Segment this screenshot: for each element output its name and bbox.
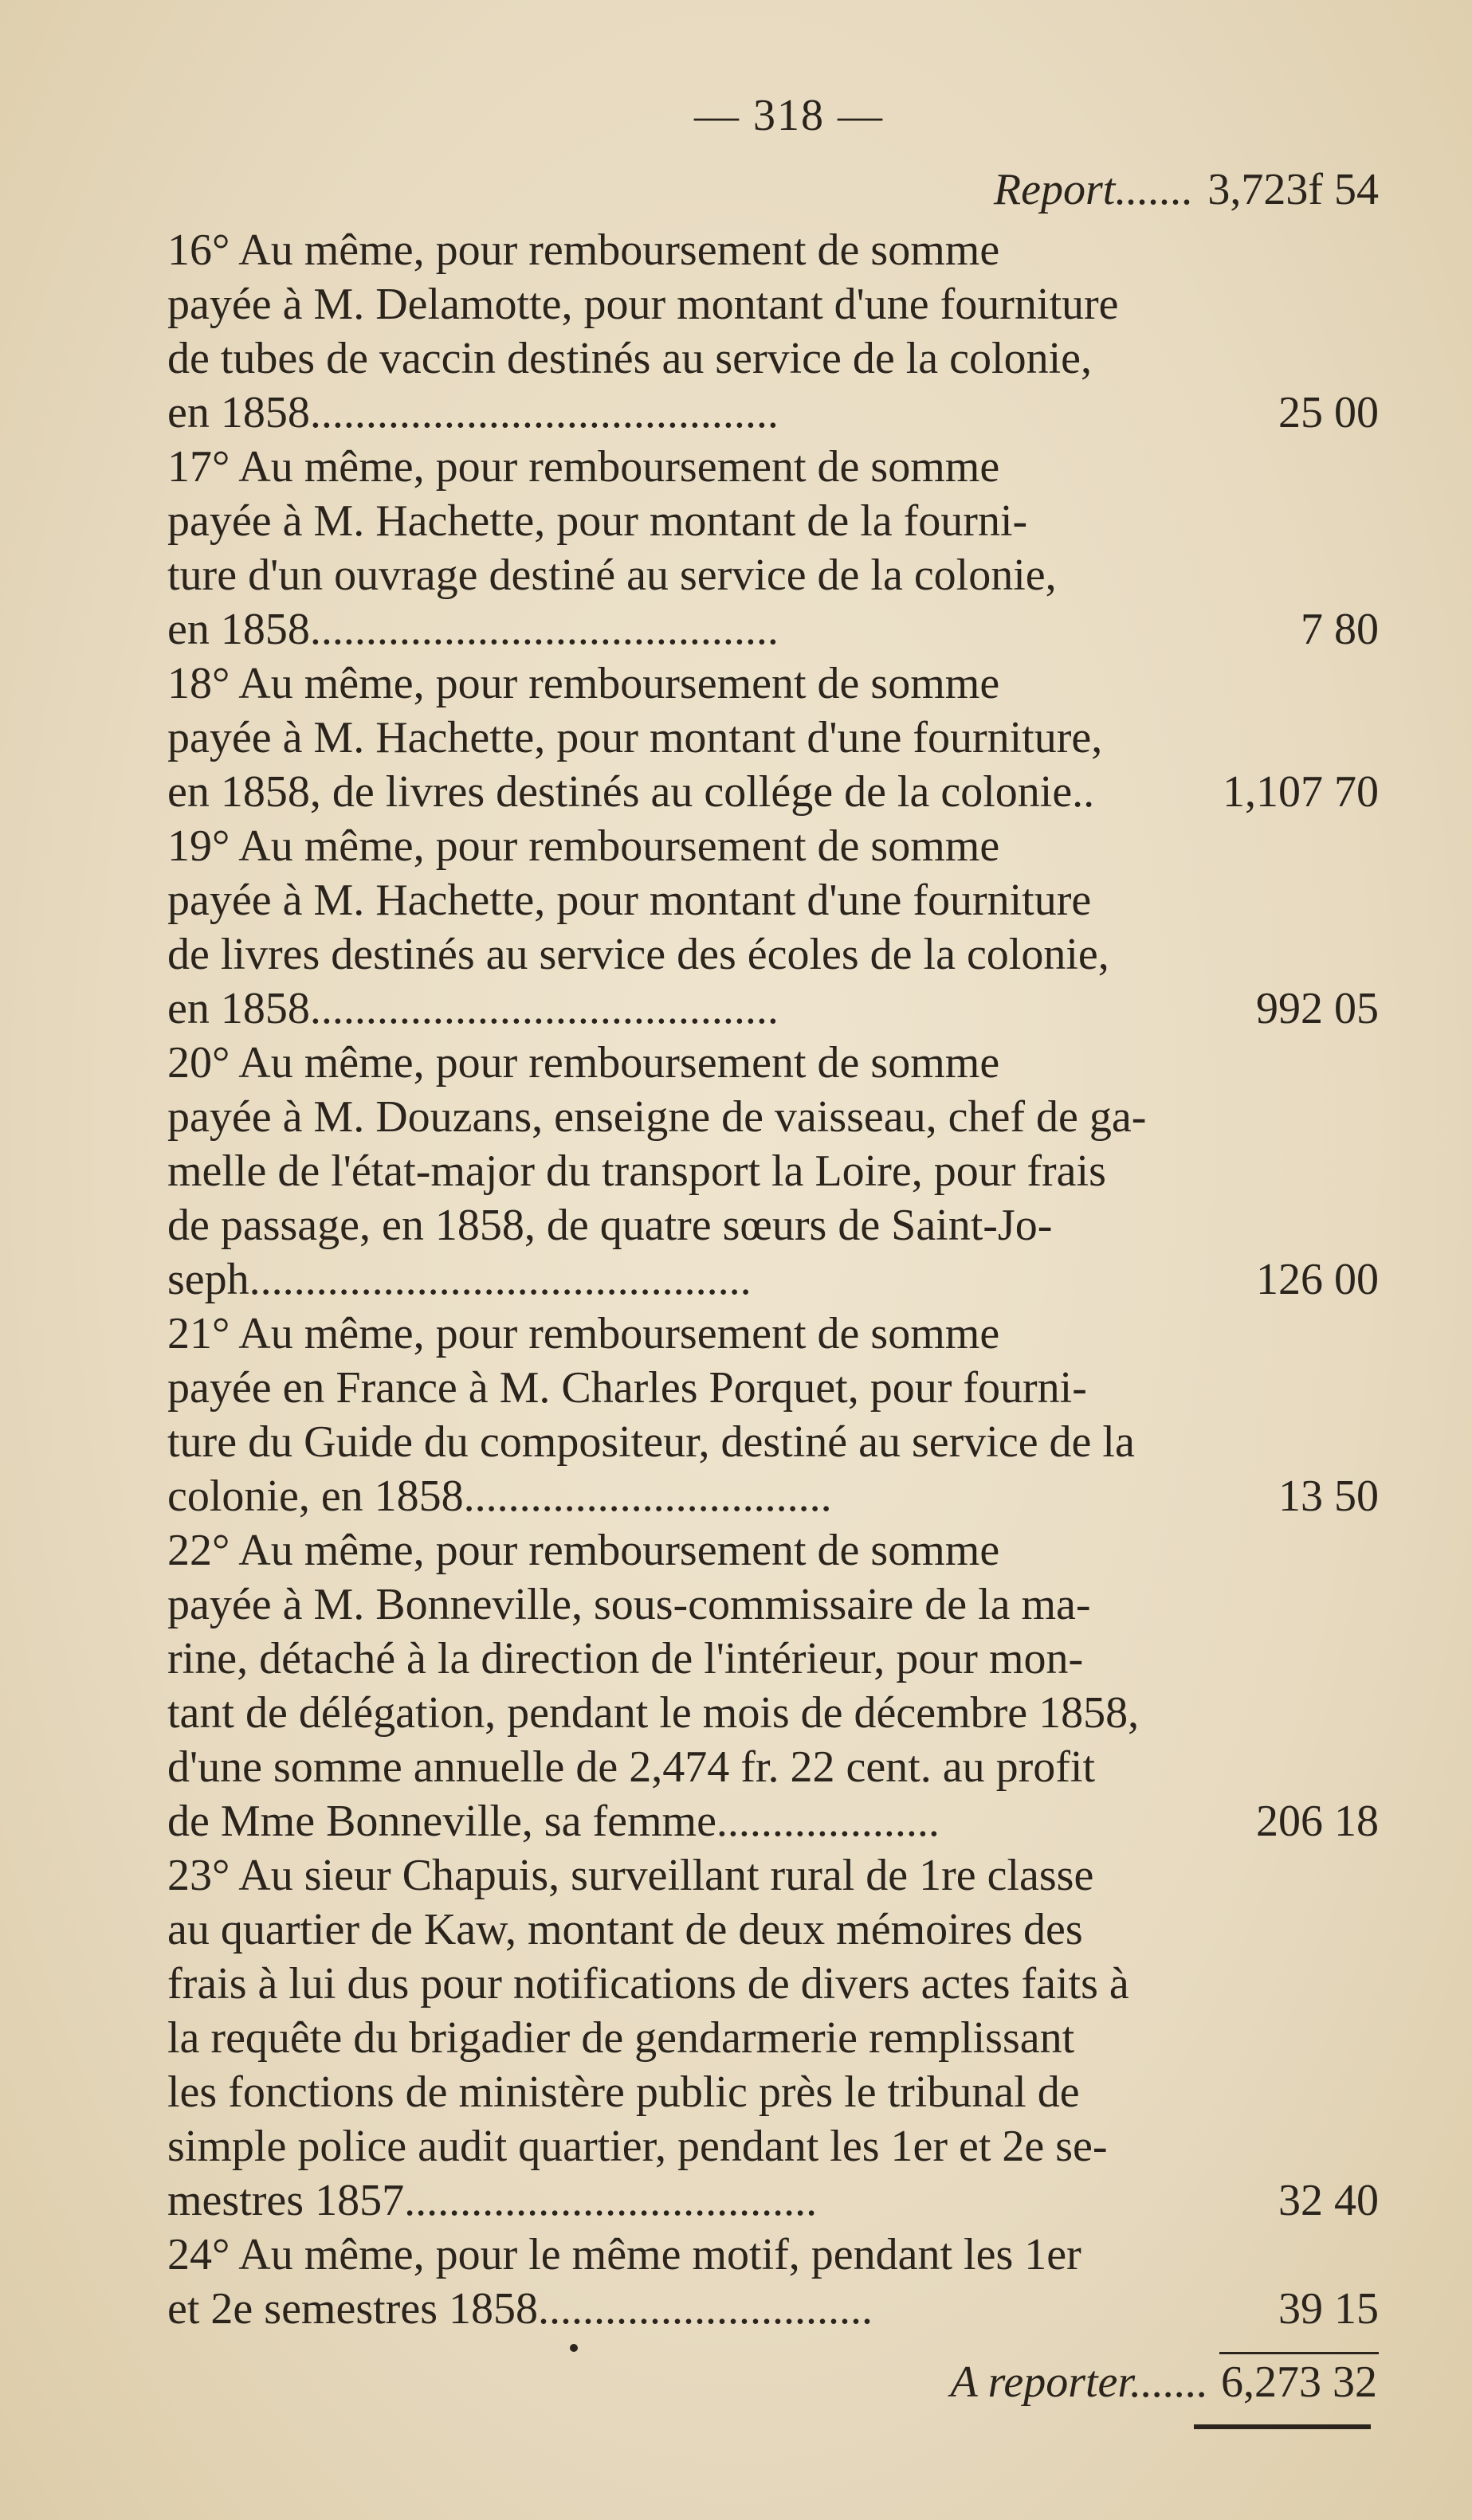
entry-text: 18° Au même, pour remboursement de somme payée à M. Hachette, pour montant d'une fourniture, en 1858, de livres destinés au collége de la colonie..	[167, 659, 1103, 817]
entry-amount: 126 00	[1256, 1255, 1379, 1304]
page-number: — 318 —	[694, 91, 884, 140]
entry-amount: 39 15	[1278, 2284, 1379, 2334]
entry-23	[167, 1848, 1379, 2228]
report-amount: 3,723f 54	[1207, 165, 1379, 214]
entry-text: 22° Au même, pour remboursement de somme payée à M. Bonneville, sous-commissaire de la ma- rine, détaché à la direction de l'intérieur, pour mon- tant de délégation, pendant le mois de décembre 1858, d'une somme annuelle de 2,474 fr. 22 cent. au profit de Mme Bonneville, sa femme....................	[167, 1526, 1140, 1846]
entry-amount: 25 00	[1278, 388, 1379, 437]
entry-19	[167, 819, 1379, 1036]
entry-amount: 1,107 70	[1223, 767, 1379, 817]
entry-text: 20° Au même, pour remboursement de somme payée à M. Douzans, enseigne de vaisseau, chef de ga- melle de l'état-major du transport la Loire, pour frais de passage, en 1858, de quatre sœurs de Saint-Jo- seph.............................................	[167, 1038, 1147, 1304]
carry-forward-amount: 6,273 32	[1219, 2352, 1379, 2410]
entry-text: 19° Au même, pour remboursement de somme payée à M. Hachette, pour montant d'une fourniture de livres destinés au service des écoles de la colonie, en 1858..........................................	[167, 821, 1109, 1033]
entry-21	[167, 1307, 1379, 1523]
entry-text: 24° Au même, pour le même motif, pendant les 1er et 2e semestres 1858..............................	[167, 2230, 1081, 2334]
entry-16	[167, 223, 1379, 440]
page-content	[167, 80, 1379, 2410]
entry-amount: 13 50	[1278, 1472, 1379, 1521]
entry-text: 17° Au même, pour remboursement de somme payée à M. Hachette, pour montant de la fourni- ture d'un ouvrage destiné au service de la colonie, en 1858..........................................	[167, 442, 1057, 654]
report-label: Report.......	[993, 165, 1194, 214]
entry-22	[167, 1523, 1379, 1848]
entry-amount: 7 80	[1301, 605, 1379, 654]
entry-amount: 992 05	[1256, 984, 1379, 1033]
entry-17	[167, 440, 1379, 656]
entry-amount: 32 40	[1278, 2176, 1379, 2225]
entry-text: 21° Au même, pour remboursement de somme payée en France à M. Charles Porquet, pour fourni- ture du Guide du compositeur, destiné au service de la colonie, en 1858.................................	[167, 1309, 1135, 1521]
entry-amount: 206 18	[1256, 1797, 1379, 1846]
entry-24	[167, 2228, 1379, 2336]
entry-text: 23° Au sieur Chapuis, surveillant rural de 1re classe au quartier de Kaw, montant de deux mémoires des frais à lui dus pour notifications de divers actes faits à la requête du brigadier de gendarmerie remplissant les fonctions de ministère public près le tribunal de simple police audit quartier, pendant les 1er et 2e se- mestres 1857.....................................	[167, 1851, 1129, 2225]
total-underline	[1194, 2424, 1371, 2429]
report-line	[167, 156, 1379, 223]
carry-forward-line	[167, 2352, 1379, 2410]
ink-speck	[570, 2344, 578, 2352]
carry-forward-label: A reporter.......	[950, 2357, 1208, 2407]
entry-18	[167, 656, 1379, 819]
entry-text: 16° Au même, pour remboursement de somme payée à M. Delamotte, pour montant d'une fourniture de tubes de vaccin destinés au service de la colonie, en 1858..........................................	[167, 225, 1119, 437]
entry-20	[167, 1036, 1379, 1307]
